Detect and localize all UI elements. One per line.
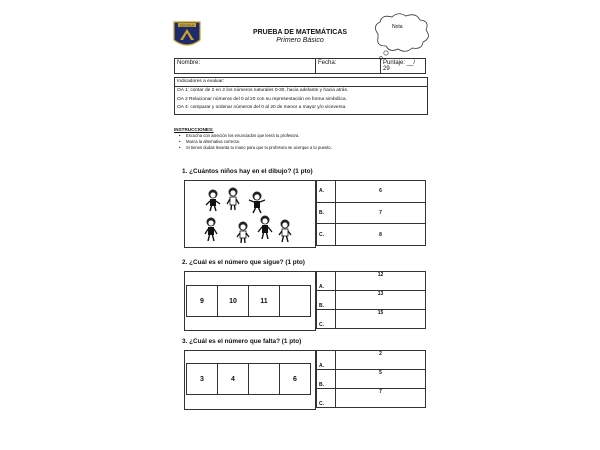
option-value[interactable]: 13 (336, 291, 426, 310)
indicator-item: OA 1: contar de 2 en 2 los números naturales 0-30, hacia adelante y hacia atrás. (177, 88, 349, 93)
sequence-cell: 10 (218, 286, 249, 317)
child-figure-icon (227, 188, 239, 211)
option-value[interactable]: 12 (336, 272, 426, 291)
instructions-list (186, 133, 332, 151)
question-3-sequence (186, 363, 311, 395)
page-subtitle: Primero Básico (276, 37, 324, 44)
question-2-text: 2. ¿Cuál es el número que sigue? (1 pto) (182, 259, 305, 266)
option-value[interactable]: 7 (336, 202, 426, 224)
option-value[interactable]: 8 (336, 224, 426, 246)
date-field[interactable]: Fecha: (316, 59, 381, 74)
indicator-item: OA 4: comparar y ordenar números del 0 al 20 de menor a mayor y/o viceversa. (177, 105, 347, 110)
instruction-item: • Si tienes dudas levanta tu mano para que tu profesora se acerque a tu puesto. (186, 145, 332, 151)
children-drawing (184, 180, 316, 248)
sequence-blank-cell[interactable] (249, 364, 280, 395)
option-letter[interactable]: B. (317, 202, 336, 224)
school-logo (172, 20, 202, 50)
student-info-table (174, 58, 426, 74)
school-logo-text: ESCUELA (179, 23, 195, 28)
instruction-item: • Marca la alternativa correcta. (186, 139, 332, 145)
score-field[interactable]: Puntaje: __/ 29 (381, 59, 426, 74)
child-figure-icon (258, 216, 272, 240)
sequence-cell: 4 (218, 364, 249, 395)
page-title: PRUEBA DE MATEMÁTICAS (252, 29, 348, 36)
question-3-options (316, 350, 426, 408)
indicator-item: OA 2 Relacionar números del 0 al 20 con su representación en forma simbólica. (177, 96, 347, 102)
option-value[interactable]: 5 (336, 370, 426, 389)
sequence-cell: 9 (187, 286, 218, 317)
option-letter[interactable]: A. (317, 351, 336, 370)
question-1-options (316, 180, 426, 246)
option-letter[interactable]: B. (317, 291, 336, 310)
child-figure-icon (205, 218, 217, 242)
child-figure-icon (237, 222, 249, 244)
grade-label: Nota (392, 24, 403, 30)
question-2-sequence (186, 285, 311, 317)
option-value[interactable]: 2 (336, 351, 426, 370)
indicators-heading: Indicadores a evaluar: (175, 78, 427, 87)
option-value[interactable]: 6 (336, 181, 426, 203)
indicators-box (174, 77, 428, 115)
option-letter[interactable]: B. (317, 370, 336, 389)
sequence-cell: 11 (249, 286, 280, 317)
child-figure-icon (206, 190, 220, 212)
instruction-item: • Escucha con atención los enunciados que leerá tu profesora. (186, 133, 332, 139)
name-field[interactable]: Nombre: (175, 59, 316, 74)
grade-cloud[interactable] (368, 12, 434, 62)
sequence-blank-cell[interactable] (280, 286, 311, 317)
question-1-text: 1. ¿Cuántos niños hay en el dibujo? (1 pto) (182, 168, 313, 175)
option-letter[interactable]: C. (317, 389, 336, 408)
option-letter[interactable]: C. (317, 310, 336, 329)
question-3-text: 3. ¿Cuál es el número que falta? (1 pto) (182, 338, 302, 345)
option-letter[interactable]: A. (317, 272, 336, 291)
option-letter[interactable]: A. (317, 181, 336, 203)
instructions-heading: INSTRUCCIONES: (174, 127, 214, 132)
question-2-options (316, 271, 426, 329)
sequence-cell: 6 (280, 364, 311, 395)
option-letter[interactable]: C. (317, 224, 336, 246)
sequence-cell: 3 (187, 364, 218, 395)
option-value[interactable]: 7 (336, 389, 426, 408)
child-figure-icon (279, 220, 291, 243)
child-figure-icon (249, 192, 265, 214)
option-value[interactable]: 15 (336, 310, 426, 329)
